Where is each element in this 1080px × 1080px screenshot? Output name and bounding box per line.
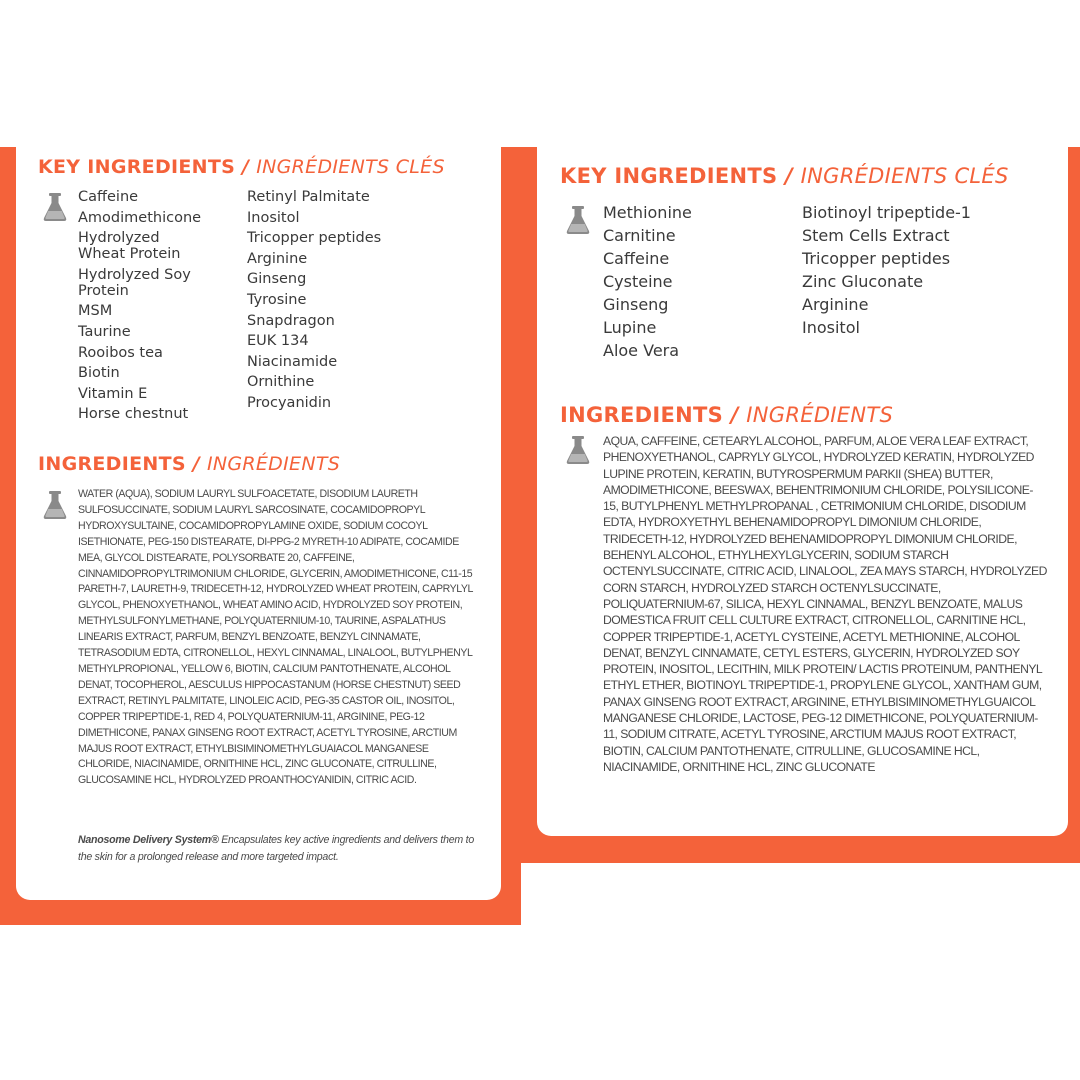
key-ingredient-item: Tricopper peptides bbox=[802, 249, 951, 268]
right-panel-card bbox=[537, 130, 1068, 836]
flask-icon bbox=[42, 490, 68, 520]
key-ingredient-item: Lupine bbox=[603, 318, 657, 337]
right-key-list-col1 bbox=[603, 201, 692, 362]
left-ingredients-text: WATER (AQUA), SODIUM LAURYL SULFOACETATE, DISODIUM LAURETH SULFOSUCCINATE, SODIUM LAURYL SARCOSINATE, COCAMIDOPROPYL HYDROXYSULTAINE, COCAMIDOPROPYLAMINE OXIDE, SODIUM COCOYL ISETHIONATE, PEG-150 DISTEARATE, DI-PPG-2 MYRETH-10 ADIPATE, COCAMIDE MEA, GLYCOL DISTEARATE, POLYSORBATE 20, CAFFEINE, CINNAMIDOPROPYLTRIMONIUM CHLORIDE, GLYCERIN, AMODIMETHICONE, C11-15 PARETH-7, LAURETH-9, TRIDECETH-12, HYDROLYZED WHEAT PROTEIN, CAPRYLYL GLYCOL, PHENOXYETHANOL, WHEAT AMINO ACID, HYDROLYZED SOY PROTEIN, METHYLSULFONYLMETHANE, POLYQUATERNIUM-10, TAURINE, ASPALATHUS LINEARIS EXTRACT, PARFUM, BENZYL BENZOATE, BENZYL CINNAMATE, TETRASODIUM EDTA, CITRONELLOL, HEXYL CINNAMAL, LINALOOL, BUTYLPHENYL METHYLPROPIONAL, YELLOW 6, BIOTIN, CALCIUM PANTOTHENATE, ALCOHOL DENAT, TOCOPHEROL, AESCULUS HIPPOCASTANUM (HORSE CHESTNUT) SEED EXTRACT, RETINYL PALMITATE, LINOLEIC ACID, PEG-35 CASTOR OIL, INOSITOL, COPPER TRIPEPTIDE-1, RED 4, POLYQUATERNIUM-11, ARGININE, PEG-12 DIMETHICONE, PANAX GINSENG ROOT EXTRACT, ACETYL TYROSINE, ARCTIUM MAJUS ROOT EXTRACT, ETHYLBISIMINOMETHYLGUAIACOL MANGANESE CHLORIDE, NIACINAMIDE, ORNITHINE HCL, ZINC GLUCONATE, CITRULLINE, GLUCOSAMINE HCL, HYDROLYZED PROANTHOCYANIDIN, CITRIC ACID. bbox=[78, 488, 473, 787]
key-ingredient-item: Ginseng bbox=[603, 295, 669, 314]
flask-icon bbox=[42, 192, 68, 222]
key-ingredient-item: Ornithine bbox=[247, 374, 315, 391]
right-ingredients-heading bbox=[560, 403, 893, 427]
right-key-ingredients-heading bbox=[560, 164, 1009, 188]
heading-fr: INGRÉDIENTS CLÉS bbox=[800, 164, 1009, 188]
key-ingredient-item: Amodimethicone bbox=[78, 209, 202, 226]
key-ingredient-item: Taurine bbox=[78, 323, 131, 340]
key-ingredient-item: Inositol bbox=[802, 318, 860, 337]
right-key-list-col2 bbox=[802, 201, 971, 339]
key-ingredient-item: Hydrolyzed Soy Protein bbox=[78, 266, 191, 299]
key-ingredient-item: Horse chestnut bbox=[78, 406, 189, 423]
left-key-list-col1 bbox=[78, 189, 201, 427]
key-ingredient-item: Cysteine bbox=[603, 272, 673, 291]
left-ingredients-heading bbox=[38, 453, 340, 475]
key-ingredient-item: Biotinoyl tripeptide-1 bbox=[802, 203, 971, 222]
key-ingredient-item: Niacinamide bbox=[247, 353, 338, 370]
heading-fr: INGRÉDIENTS CLÉS bbox=[256, 156, 445, 178]
key-ingredient-item: Rooibos tea bbox=[78, 344, 163, 361]
flask-icon bbox=[565, 435, 591, 465]
key-ingredient-item: Arginine bbox=[247, 250, 308, 267]
note-bold: Nanosome Delivery System® bbox=[78, 834, 219, 846]
heading-fr: INGRÉDIENTS bbox=[206, 453, 341, 475]
heading-en: KEY INGREDIENTS bbox=[38, 156, 236, 178]
key-ingredient-item: Tyrosine bbox=[247, 291, 307, 308]
key-ingredient-item: Procyanidin bbox=[247, 394, 332, 411]
key-ingredient-item: Arginine bbox=[802, 295, 869, 314]
key-ingredient-item: Snapdragon bbox=[247, 312, 335, 329]
key-ingredient-item: Retinyl Palmitate bbox=[247, 189, 370, 205]
key-ingredient-item: Aloe Vera bbox=[603, 341, 680, 360]
heading-separator: / bbox=[785, 164, 794, 188]
heading-separator: / bbox=[242, 156, 250, 178]
key-ingredient-item: Tricopper peptides bbox=[247, 230, 382, 247]
key-ingredient-item: Stem Cells Extract bbox=[802, 226, 950, 245]
heading-separator: / bbox=[730, 403, 739, 427]
heading-en: KEY INGREDIENTS bbox=[560, 164, 778, 188]
heading-en: INGREDIENTS bbox=[38, 453, 186, 475]
key-ingredient-item: Hydrolyzed Wheat Protein bbox=[78, 230, 181, 263]
heading-fr: INGRÉDIENTS bbox=[746, 403, 894, 427]
left-panel-card bbox=[16, 130, 501, 900]
key-ingredient-item: Methionine bbox=[603, 203, 692, 222]
key-ingredient-item: Inositol bbox=[247, 209, 300, 226]
right-ingredients-text: AQUA, CAFFEINE, CETEARYL ALCOHOL, PARFUM, ALOE VERA LEAF EXTRACT, PHENOXYETHANOL, CAPRYLY GLYCOL, HYDROLYZED KERATIN, HYDROLYZED LUPINE PROTEIN, KERATIN, BUTYROSPERMUM PARKII (SHEA) BUTTER, AMODIMETHICONE, BEESWAX, BEHENTRIMONIUM CHLORIDE, POLYSILICONE-15, BUTYLPHENYL METHYLPROPANAL , CETRIMONIUM CHLORIDE, DISODIUM EDTA, HYDROXYETHYL BEHENAMIDOPROPYL DIMONIUM CHLORIDE, TRIDECETH-12, HYDROLYZED BEHENAMIDOPROPYL DIMONIUM CHLORIDE, BEHENYL ALCOHOL, ETHYLHEXYLGLYCERIN, SODIUM STARCH OCTENYLSUCCINATE, CITRIC ACID, LINALOOL, ZEA MAYS STARCH, HYDROLYZED CORN STARCH, HYDROLYZED STARCH OCTENYLSUCCINATE, POLIQUATERNIUM-67, SILICA, HEXYL CINNAMAL, BENZYL BENZOATE, MALUS DOMESTICA FRUIT CELL CULTURE EXTRACT, CITRONELLOL, CARNITINE HCL, COPPER TRIPEPTIDE-1, ACETYL CYSTEINE, ACETYL METHIONINE, ALCOHOL DENAT, BENZYL CINNAMATE, CETYL ESTERS, GLYCERIN, HYDROLYZED SOY PROTEIN, INOSITOL, LECITHIN, MILK PROTEIN/ LACTIS PROTEINUM, PANTHENYL ETHYL ETHER, BIOTINOYL TRIPEPTIDE-1, PROPYLENE GLYCOL, XANTHAM GUM, PANAX GINSENG ROOT EXTRACT, ARGININE, ETHYLBISIMINOMETHYLGUAICOL MANGANESE CHLORIDE, LACTOSE, PEG-12 DIMETHICONE, POLYQUATERNIUM-11, SODIUM CITRATE, ACETYL TYROSINE, ARCTIUM MAJUS ROOT EXTRACT, BIOTIN, CALCIUM PANTOTHENATE, CITRULLINE, GLUCOSAMINE HCL, NIACINAMIDE, ORNITHINE HCL, ZINC GLUCONATE bbox=[603, 434, 1047, 774]
key-ingredient-item: Caffeine bbox=[78, 189, 139, 205]
heading-separator: / bbox=[192, 453, 201, 475]
key-ingredient-item: Zinc Gluconate bbox=[802, 272, 924, 291]
note-text: Encapsulates key active ingredients and delivers them to the skin for a prolonged release and more targeted impact. bbox=[78, 834, 474, 863]
flask-icon bbox=[565, 205, 591, 235]
key-ingredient-item: Caffeine bbox=[603, 249, 670, 268]
key-ingredient-item: EUK 134 bbox=[247, 333, 309, 350]
left-key-ingredients-heading bbox=[38, 156, 445, 178]
key-ingredient-item: Ginseng bbox=[247, 271, 307, 288]
heading-en: INGREDIENTS bbox=[560, 403, 724, 427]
key-ingredient-item: MSM bbox=[78, 303, 113, 320]
key-ingredient-item: Vitamin E bbox=[78, 385, 148, 402]
key-ingredient-item: Carnitine bbox=[603, 226, 676, 245]
key-ingredient-item: Biotin bbox=[78, 365, 120, 382]
left-key-list-col2 bbox=[247, 189, 381, 416]
left-nanosome-note bbox=[78, 832, 478, 866]
